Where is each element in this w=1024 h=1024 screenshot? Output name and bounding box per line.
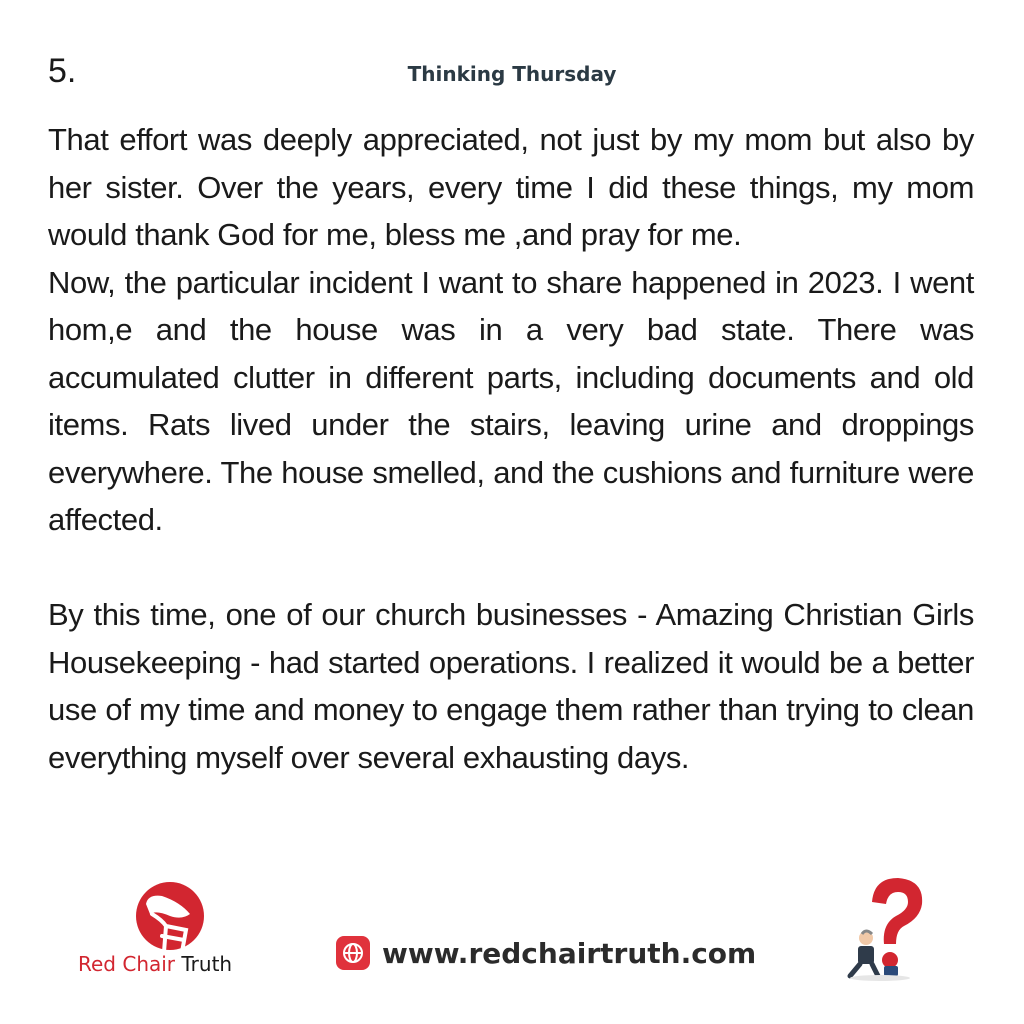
paragraph-1: That effort was deeply appreciated, not just by my mom but also by her sister. Over the years, every time I did these things, my mom would thank God for me, bless me ,and pray for me. bbox=[48, 122, 974, 252]
brand-name-dark: Truth bbox=[181, 952, 233, 976]
story-text bbox=[48, 116, 974, 781]
series-title: Thinking Thursday bbox=[407, 62, 617, 86]
red-chair-logo-icon bbox=[78, 880, 268, 952]
question-mark-thinker-icon bbox=[844, 872, 930, 982]
brand-logo bbox=[78, 880, 268, 980]
globe-icon bbox=[336, 936, 370, 970]
paragraph-3: By this time, one of our church businesses - Amazing Christian Girls Housekeeping - had started operations. I realized it would be a better use of my time and money to engage them rather than trying to clean everything myself over several exhausting days. bbox=[48, 597, 974, 775]
website-link[interactable] bbox=[336, 936, 756, 970]
brand-name bbox=[78, 952, 268, 976]
brand-name-red: Red Chair bbox=[78, 952, 176, 976]
page-number: 5. bbox=[48, 52, 77, 90]
paragraph-2: Now, the particular incident I want to share happened in 2023. I went hom,e and the house was in a very bad state. There was accumulated clutter in different parts, including documents and old items. Rats lived under the stairs, leaving urine and droppings everywhere. The house smelled, and the cushions and furniture were affected. bbox=[48, 264, 974, 537]
website-url[interactable]: www.redchairtruth.com bbox=[382, 936, 757, 970]
